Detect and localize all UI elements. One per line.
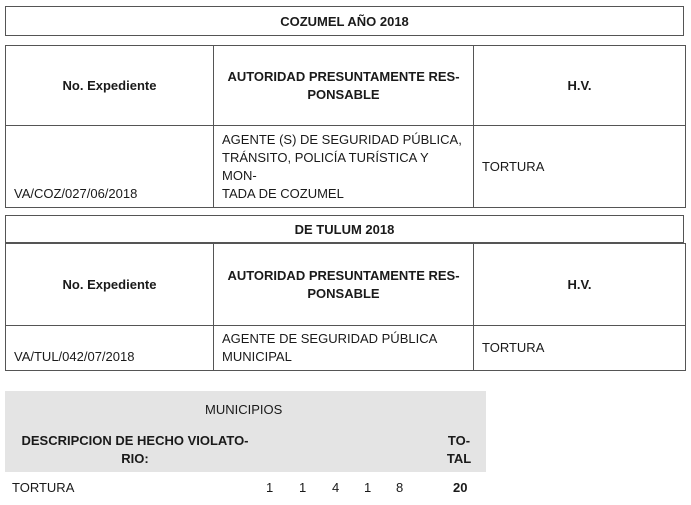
- municipios-label: MUNICIPIOS: [205, 402, 283, 417]
- tulum-header-autoridad: [214, 244, 474, 326]
- cozumel-title: COZUMEL AÑO 2018: [280, 13, 409, 29]
- cozumel-data-row: [6, 126, 686, 208]
- tulum-header-hv: H.V.: [474, 244, 686, 326]
- municipio-value: 1: [364, 480, 372, 495]
- municipio-value: 4: [332, 480, 340, 495]
- cozumel-title-bar: [5, 6, 684, 36]
- municipio-value: 1: [266, 480, 274, 495]
- municipio-value: 1: [299, 480, 307, 495]
- cozumel-header-row: [6, 46, 686, 126]
- cozumel-hv: TORTURA: [474, 126, 686, 208]
- total-header-line1: TO-: [447, 433, 471, 448]
- cozumel-autoridad: [214, 126, 474, 208]
- cozumel-autoridad-line2: TRÁNSITO, POLICÍA TURÍSTICA Y MON-: [222, 149, 429, 183]
- summary-total: 20: [453, 480, 468, 495]
- tulum-header-row: [6, 244, 686, 326]
- tulum-autoridad-line2: MUNICIPAL: [222, 349, 292, 364]
- descripcion-line1: DESCRIPCION DE HECHO VIOLATO-: [21, 433, 249, 448]
- total-header-line2: TAL: [446, 451, 472, 466]
- tulum-autoridad: [214, 326, 474, 371]
- tulum-header-expediente: No. Expediente: [6, 244, 214, 326]
- tulum-header-autoridad-line2: PONSABLE: [307, 285, 380, 301]
- cozumel-table: [5, 45, 686, 208]
- cozumel-header-autoridad-line1: AUTORIDAD PRESUNTAMENTE RES-: [227, 68, 460, 84]
- summary-row-label: TORTURA: [12, 480, 75, 495]
- tulum-expediente: VA/TUL/042/07/2018: [6, 326, 214, 371]
- cozumel-header-autoridad: [214, 46, 474, 126]
- total-header: [444, 432, 474, 468]
- tulum-data-row: [6, 326, 686, 371]
- cozumel-autoridad-line3: TADA DE COZUMEL: [222, 185, 344, 201]
- descripcion-label: [20, 432, 250, 468]
- tulum-title: DE TULUM 2018: [294, 221, 395, 237]
- tulum-table: [5, 243, 686, 371]
- cozumel-autoridad-line1: AGENTE (S) DE SEGURIDAD PÚBLICA,: [222, 131, 462, 147]
- cozumel-header-expediente: No. Expediente: [6, 46, 214, 126]
- tulum-autoridad-line1: AGENTE DE SEGURIDAD PÚBLICA: [222, 331, 438, 346]
- cozumel-header-autoridad-line2: PONSABLE: [307, 86, 380, 102]
- cozumel-expediente: VA/COZ/027/06/2018: [6, 126, 214, 208]
- tulum-header-autoridad-line1: AUTORIDAD PRESUNTAMENTE RES-: [227, 267, 460, 283]
- municipio-value: 8: [396, 480, 404, 495]
- cozumel-header-hv: H.V.: [474, 46, 686, 126]
- tulum-hv: TORTURA: [474, 326, 686, 371]
- tulum-title-bar: [5, 215, 684, 243]
- descripcion-line2: RIO:: [121, 451, 149, 466]
